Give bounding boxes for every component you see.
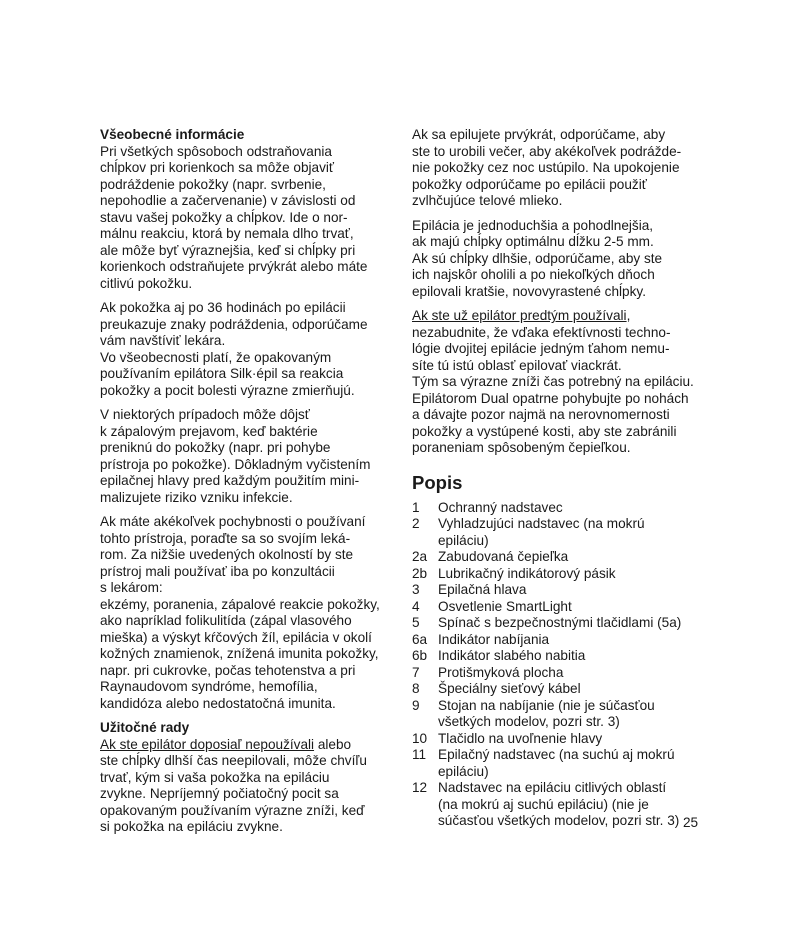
text-line: podráždenie pokožky (napr. svrbenie, <box>100 176 326 192</box>
text-line: si pokožka na epiláciu zvykne. <box>100 819 283 834</box>
text-line: rom. Za nižšie uvedených okolností by ste <box>100 547 354 562</box>
parts-list-text: súčasťou všetkých modelov, pozri str. 3) <box>438 813 680 828</box>
text-line: Epilácia je jednoduchšia a pohodlnejšia, <box>412 217 654 233</box>
text-line: ak majú chĺpky optimálnu dĺžku 2-5 mm. <box>412 234 654 249</box>
text-line: preniknú do pokožky (napr. pri pohybe <box>100 440 331 455</box>
parts-list-text: Stojan na nabíjanie (nie je súčasťou <box>438 697 655 713</box>
page-number: 25 <box>683 815 699 830</box>
parts-list-number: 2b <box>412 565 428 581</box>
parts-list-text: Indikátor nabíjania <box>438 631 550 647</box>
right-column <box>412 127 710 830</box>
parts-list-item <box>412 516 710 549</box>
parts-list-item <box>412 582 710 599</box>
parts-list-text: Tlačidlo na uvoľnenie hlavy <box>438 730 603 746</box>
text-line: málnu reakciu, ktorá by nemala dlho trvať, <box>100 226 354 241</box>
text-line: Ak sa epilujete prvýkrát, odporúčame, aby <box>412 127 666 142</box>
text-line: opakovaným používaním výrazne zníži, keď <box>100 802 365 818</box>
hair-length-paragraph <box>412 218 710 301</box>
text-line: nezabudnite, že vďaka efektívnosti techno- <box>412 324 671 340</box>
text-line: kožných znamienok, znížená imunita pokožky, <box>100 646 379 661</box>
parts-list-item <box>412 731 710 748</box>
parts-list-text: Lubrikačný indikátorový pásik <box>438 565 616 581</box>
text-line: Ak máte akékoľvek pochybnosti o používaní <box>100 514 366 529</box>
text-line: poraneniam spôsobeným čepieľkou. <box>412 440 631 455</box>
text-line: pokožky a pocit bolesti výrazne zmierňujú. <box>100 382 355 398</box>
general-info-heading: Všeobecné informácie <box>100 127 245 142</box>
tips-first-line-rest: alebo <box>314 736 352 752</box>
text-line: k zápalovým prejavom, keď baktérie <box>100 423 318 439</box>
text-line: ste chĺpky dlhší čas neepilovali, môže chvíľu <box>100 753 367 768</box>
text-line: síte tú istú oblasť epilovať viackrát. <box>412 357 622 373</box>
parts-list-number: 2a <box>412 549 428 564</box>
parts-list-text: (na mokrú aj suchú epiláciu) (nie je <box>438 796 649 812</box>
text-line: lógie dvojitej epilácie jedným ťahom nemu- <box>412 341 670 356</box>
parts-list-number: 8 <box>412 681 420 696</box>
text-line: Vo všeobecnosti platí, že opakovaným <box>100 349 332 365</box>
text-line: prístroja po pokožke). Dôkladným vyčistením <box>100 456 371 472</box>
parts-list-text: Zabudovaná čepieľka <box>438 549 569 564</box>
text-line: Ak sú chĺpky dlhšie, odporúčame, aby ste <box>412 250 663 266</box>
text-line: Ak pokožka aj po 36 hodinách po epilácii <box>100 300 346 315</box>
parts-list-item <box>412 615 710 632</box>
parts-list-item <box>412 747 710 780</box>
parts-list-text: Osvetlenie SmartLight <box>438 598 572 614</box>
text-line: a dávajte pozor najmä na nerovnomernosti <box>412 407 670 422</box>
parts-list-text: Indikátor slabého nabitia <box>438 648 586 663</box>
general-info-paragraph-4 <box>100 514 400 712</box>
parts-list-number: 1 <box>412 499 420 515</box>
tips-paragraph <box>100 737 400 836</box>
text-line: stavu vašej pokožky a chĺpkov. Ide o nor- <box>100 209 348 225</box>
text-line: V niektorých prípadoch môže dôjsť <box>100 407 310 422</box>
first-use-paragraph <box>412 127 710 210</box>
text-line: kandidóza alebo nedostatočná imunita. <box>100 695 336 711</box>
text-line: ste to urobili večer, aby akékoľvek podráždе- <box>412 143 682 159</box>
parts-list-text: Spínač s bezpečnostnými tlačidlami (5a) <box>438 615 682 630</box>
parts-list-item <box>412 780 710 830</box>
parts-list-item <box>412 698 710 731</box>
text-line: Epilátorom Dual opatrne pohybujte po nohách <box>412 390 689 406</box>
parts-list-text: Špeciálny sieťový kábel <box>438 681 581 696</box>
parts-list-number: 6a <box>412 631 428 647</box>
text-line: Pri všetkých spôsoboch odstraňovania <box>100 143 332 159</box>
left-column <box>100 127 400 844</box>
text-line: ekzémy, poranenia, zápalové reakcie pokožky, <box>100 596 380 612</box>
text-line: s lekárom: <box>100 580 163 595</box>
parts-list-text: všetkých modelov, pozri str. 3) <box>438 714 620 729</box>
parts-list-text: Epilačný nadstavec (na suchú aj mokrú <box>438 747 675 762</box>
text-line: nepohodlie a začervenanie) v závislosti od <box>100 193 356 208</box>
experienced-use-paragraph <box>412 308 710 457</box>
text-line: zvykne. Nepríjemný počiatočný pocit sa <box>100 786 339 801</box>
parts-list <box>412 500 710 830</box>
experienced-use-first-line <box>412 308 710 325</box>
text-line: tohto prístroja, poraďte sa so svojím leká- <box>100 530 351 546</box>
tips-underlined-phrase: Ak ste epilátor doposiaľ nepoužívali <box>100 736 315 752</box>
parts-list-text: Protišmyková plocha <box>438 664 564 680</box>
parts-list-item <box>412 549 710 566</box>
parts-list-number: 2 <box>412 516 420 531</box>
experienced-use-lines <box>412 325 710 457</box>
parts-list-number: 3 <box>412 582 420 597</box>
parts-list-number: 7 <box>412 664 420 680</box>
parts-list-item <box>412 681 710 698</box>
text-line: epilovali kratšie, novovyrastené chĺpky. <box>412 283 646 299</box>
text-line: trvať, kým si vaša pokožka na epiláciu <box>100 769 330 785</box>
parts-list-text: Epilačná hlava <box>438 582 527 597</box>
text-line: ich najskôr oholili a po niekoľkých dňoch <box>412 267 655 282</box>
text-line: malizujete riziko vzniku infekcie. <box>100 489 293 505</box>
experienced-use-first-line-rest: , <box>626 308 631 323</box>
parts-list-text: epiláciu) <box>438 532 489 548</box>
general-info-paragraph-1 <box>100 144 400 293</box>
text-line: epilačnej hlavy pred každým použitím mini- <box>100 473 360 488</box>
text-line: Tým sa výrazne zníži čas potrebný na epiláciu. <box>412 374 694 389</box>
text-line: preukazuje znaky podráždenia, odporúčame <box>100 316 368 332</box>
parts-list-text: Vyhladzujúci nadstavec (na mokrú <box>438 516 645 531</box>
text-line: používaním epilátora Silk·épil sa reakcia <box>100 366 344 381</box>
parts-list-number: 12 <box>412 780 428 795</box>
parts-list-item <box>412 665 710 682</box>
text-line: vám navštíviť lekára. <box>100 333 226 348</box>
parts-list-item <box>412 500 710 517</box>
general-info-paragraph-2 <box>100 300 400 399</box>
parts-list-item <box>412 599 710 616</box>
general-info-paragraph-3 <box>100 407 400 506</box>
text-line: korienkoch odstraňujete prvýkrát alebo máte <box>100 259 368 274</box>
parts-list-number: 11 <box>412 747 427 762</box>
parts-list-text: Ochranný nadstavec <box>438 499 563 515</box>
parts-list-item <box>412 566 710 583</box>
parts-list-number: 4 <box>412 598 420 614</box>
parts-list-number: 6b <box>412 648 428 663</box>
parts-list-text: Nadstavec na epiláciu citlivých oblastí <box>438 780 667 795</box>
text-line: pokožky a vystúpené kosti, aby ste zabránili <box>412 423 677 439</box>
parts-list-item <box>412 648 710 665</box>
text-line: nie pokožky cez noc ustúpilo. Na upokojenie <box>412 160 680 175</box>
tips-first-line <box>100 737 400 754</box>
text-line: citlivú pokožku. <box>100 275 193 291</box>
text-line: chĺpkov pri korienkoch sa môže objaviť <box>100 160 335 175</box>
text-line: ako napríklad folikulitída (zápal vlasového <box>100 613 352 628</box>
popis-heading: Popis <box>412 471 463 493</box>
text-line: pokožky odporúčame po epilácii použiť <box>412 176 647 192</box>
parts-list-number: 10 <box>412 730 428 746</box>
experienced-use-underlined-phrase: Ak ste už epilátor predtým používali <box>412 308 627 323</box>
text-line: mieška) a výskyt kŕčových žíl, epilácia v okolí <box>100 629 372 645</box>
parts-list-text: epiláciu) <box>438 763 489 779</box>
parts-list-item <box>412 632 710 649</box>
parts-list-number: 5 <box>412 615 420 630</box>
text-line: Raynaudovom syndróme, hemofília, <box>100 679 318 694</box>
tips-lines <box>100 753 400 836</box>
text-line: zvlhčujúce telové mlieko. <box>412 193 563 208</box>
text-line: napr. pri cukrovke, počas tehotenstva a pri <box>100 662 356 678</box>
parts-list-number: 9 <box>412 697 420 713</box>
text-line: prístroj mali používať iba po konzultácii <box>100 563 335 579</box>
tips-heading: Užitočné rady <box>100 720 190 735</box>
text-line: ale môže byť výraznejšia, keď si chĺpky pri <box>100 242 356 258</box>
